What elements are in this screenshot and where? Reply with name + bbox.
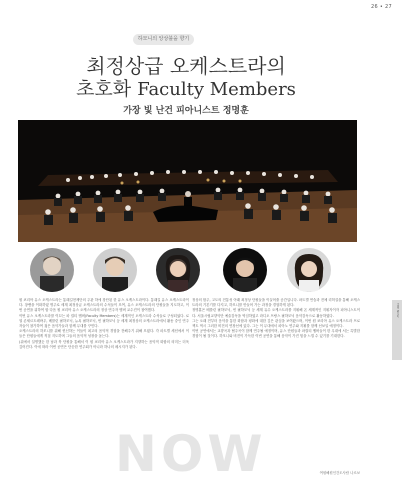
photo-credit: 여원해원인간도사람 나르보 <box>319 471 360 475</box>
title-korean: 초호화 <box>76 78 132 100</box>
faculty-portrait <box>93 248 137 292</box>
faculty-portrait <box>287 248 331 292</box>
faculty-portrait <box>156 248 200 292</box>
body-paragraph: 정상의 합주, 고도의 전통성 아래 최정상 단원들을 이끌어줄 공간입니다. 파트별 연습과 전체 리허설을 통해 오케스트라의 기본기를 다지고, 하모니를 만들어 가는 과정을 경험하게 된다. <box>192 298 360 308</box>
section-badge: 하모니의 앙상블을 향기 <box>133 34 194 45</box>
faculty-portrait <box>223 248 267 292</box>
body-paragraph: 오케스트라의 하모니를 위해 헌신하는 이들이 최고의 음악적 경험을 전해주기 위해 모였다. 각 파트별 세션에서 이들은 단원들에게 직접 지도하며 그들의 음악적 성장을 돕는다. <box>19 329 189 339</box>
body-paragraph: 그는 오래 전부터 음악을 통한 화합과 평화에 대한 깊은 관심을 보여왔으며, 이번 원 코리아 유스 오케스트라 프로젝트 역시 그러한 비전의 연장선에 있다. 그는 이 무대에서 피아노 연주와 지휘를 함께 선보일 예정이다. <box>192 318 360 329</box>
body-paragraph: 원 코리아 유스 오케스트라는 통래길현제단의 주관 하에 창단된 한 유스 오케스트라이다. 통래길 유스 오케스트라이다. 창밴을 이화하였 명주로 세계 최정상급 오케스트라의 수석들이 모여, 유스 오케스트라의 단원들을 지도하고, 이번 공연을 위하여 합 다음 원 코리아 유스 오케스트라의 정상 연주자 멤버 교수진이 참여했다. <box>19 298 189 313</box>
article-subtitle: 가장 빛 난건 피아니스트 정명훈 <box>123 106 249 116</box>
orchestra-illustration <box>18 120 357 242</box>
page-number: 26 • 27 <box>371 4 392 10</box>
body-paragraph: (위에서 설명했듯 한 남과 북 단원을 통해서 이 원 코리아 유스 오케스트라가 지향하는 음악적 화합의 의미는 더욱 깊어진다. 이에 따라 이번 공연은 단순한 연주회가 아니라 하나의 메시지가 된다. <box>19 339 189 349</box>
watermark-logo: NOW <box>115 425 267 480</box>
faculty-portraits <box>25 248 355 294</box>
article-title-line-1: 최정상급 오케스트라의 <box>86 54 286 78</box>
title-english: Faculty Members <box>137 79 296 100</box>
side-tab-label: THE NOW <box>396 303 400 318</box>
faculty-portrait <box>30 248 74 292</box>
body-paragraph: 정명훈은 베를린 필하모닉, 빈 필하모닉 등 세계 유수 오케스트라를 지휘해 온 세계적인 지휘자이자 피아니스트이다. 서울시립교향악단 예술감독을 역임하였고 라디오 프랑스 필하모닉 음악감독으로 활동하였다. <box>192 308 360 318</box>
article-title-line-2 <box>0 78 372 101</box>
body-paragraph: 이번 유스 오케스트라를 이끄는 파 컬티 멤버(Faculty Members)는 세계적인 오케스트라 수석들로 구성되었다. 로열 콘세르트헤바우, 베를린 필하모닉, 뉴욕 필하모닉, 빈 필하모닉 등 세계 최정상의 오케스트라에서 활동 중인 연주자들이 참가하여 젊은 음악가들과 함께 무대를 꾸민다. <box>19 313 189 329</box>
orchestra-photo <box>18 120 357 242</box>
body-paragraph: 이번 공연에서는 교향곡과 협주곡이 함께 연주될 예정이며, 유스 단원들과 파컬티 멤버들이 한 무대에 서는 특별한 경험이 될 것이다. 하모니와 비전이 가득한 이번 공연을 통해 음악이 가진 힘을 느낄 수 있기를 기대한다. <box>192 329 360 339</box>
